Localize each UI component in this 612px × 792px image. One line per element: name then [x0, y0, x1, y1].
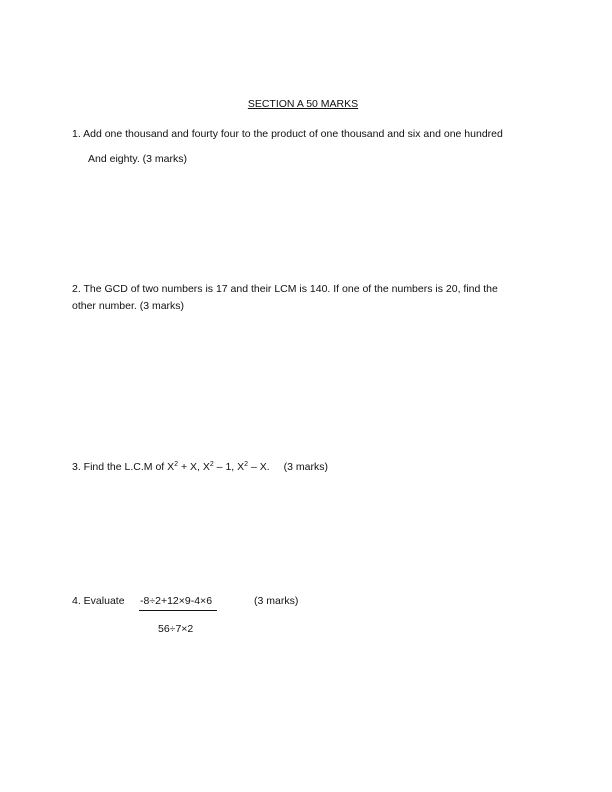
- question-3-marks: (3 marks): [283, 461, 328, 473]
- question-4-label: 4. Evaluate: [72, 595, 125, 607]
- fraction-denominator: 56÷7×2: [158, 623, 194, 635]
- fraction-bar: [139, 610, 217, 611]
- question-2-line-2: other number. (3 marks): [72, 300, 185, 312]
- exponent: 2: [174, 461, 179, 468]
- section-heading: SECTION A 50 MARKS: [247, 98, 359, 110]
- question-1-line-1: 1. Add one thousand and fourty four to the product of one thousand and six and one hundred: [72, 128, 503, 140]
- exponent: 2: [209, 461, 214, 468]
- question-1-line-2: And eighty. (3 marks): [88, 153, 188, 165]
- question-3-term-1: + X, X: [178, 461, 210, 473]
- question-2-line-1: 2. The GCD of two numbers is 17 and their LCM is 140. If one of the numbers is 20, find the: [72, 283, 498, 295]
- fraction-numerator: -8÷2+12×9-4×6: [140, 595, 213, 607]
- question-3: [72, 461, 328, 473]
- question-3-prefix: 3. Find the L.C.M of X: [72, 461, 175, 473]
- question-3-term-3: – X.: [248, 461, 270, 473]
- exponent: 2: [244, 461, 249, 468]
- question-4-marks: (3 marks): [254, 595, 299, 607]
- question-3-term-2: – 1, X: [213, 461, 245, 473]
